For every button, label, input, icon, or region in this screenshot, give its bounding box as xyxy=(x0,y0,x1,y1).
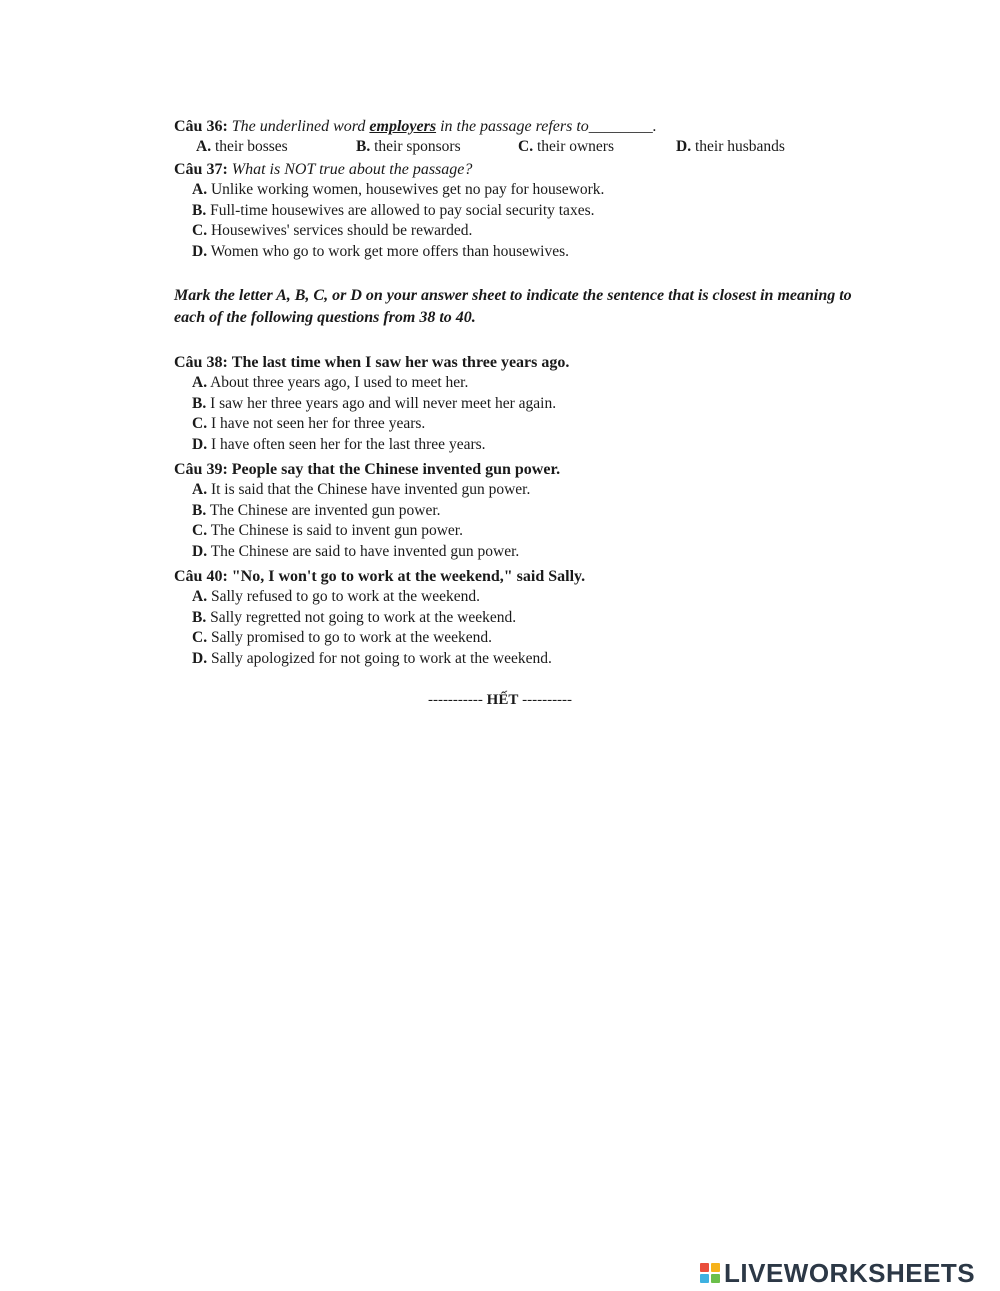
question-label: Câu 38: xyxy=(174,354,228,371)
question-stem: What is NOT true about the passage? xyxy=(231,161,473,178)
instruction-line-2: each of the following questions from 38 to 40. xyxy=(174,309,476,326)
question-36-title xyxy=(174,116,864,137)
end-marker: ----------- HẾT ---------- xyxy=(427,692,573,708)
option-b: B. their sponsors xyxy=(356,138,461,155)
question-38 xyxy=(174,352,864,455)
question-label: Câu 40: xyxy=(174,568,228,585)
option-b: B. Full-time housewives are allowed to pay social security taxes. xyxy=(192,201,595,219)
logo-mark-icon xyxy=(700,1263,720,1283)
option-b: B. I saw her three years ago and will never meet her again. xyxy=(192,394,557,412)
logo-square-icon xyxy=(711,1263,720,1272)
section-instruction xyxy=(174,285,864,329)
option-a: A. Unlike working women, housewives get no pay for housework. xyxy=(192,181,605,198)
option-a: A. Sally refused to go to work at the weekend. xyxy=(192,588,480,605)
question-36-options xyxy=(174,137,864,158)
option-d: D. Women who go to work get more offers than housewives. xyxy=(192,242,570,260)
question-36 xyxy=(174,116,864,158)
question-39-title xyxy=(174,459,864,480)
option-c: C. Sally promised to go to work at the weekend. xyxy=(192,629,493,646)
question-38-title xyxy=(174,352,864,373)
question-stem: The last time when I saw her was three years ago. xyxy=(231,354,570,371)
question-label: Câu 37: xyxy=(174,161,228,178)
question-37-title xyxy=(174,159,864,180)
question-stem: "No, I won't go to work at the weekend," said Sally. xyxy=(231,568,586,585)
question-39 xyxy=(174,459,864,562)
option-d: D. I have often seen her for the last three years. xyxy=(192,435,486,453)
logo-square-icon xyxy=(700,1274,709,1283)
option-a: A. About three years ago, I used to meet her. xyxy=(192,374,469,391)
option-d: D. The Chinese are said to have invented gun power. xyxy=(192,542,520,560)
option-d: D. Sally apologized for not going to work at the weekend. xyxy=(192,649,552,667)
liveworksheets-logo xyxy=(700,1258,975,1288)
option-d: D. their husbands xyxy=(676,138,785,155)
question-40-title xyxy=(174,566,864,587)
end-word: HẾT xyxy=(486,692,519,708)
question-label: Câu 39: xyxy=(174,461,228,478)
option-a: A. their bosses xyxy=(196,138,288,155)
logo-text: LIVEWORKSHEETS xyxy=(724,1257,976,1288)
option-c: C. their owners xyxy=(518,138,614,155)
logo-square-icon xyxy=(700,1263,709,1272)
underlined-word: employers xyxy=(369,118,437,135)
question-40 xyxy=(174,566,864,669)
option-a: A. It is said that the Chinese have invented gun power. xyxy=(192,481,531,498)
instruction-line-1: Mark the letter A, B, C, or D on your answer sheet to indicate the sentence that is closest in meaning to xyxy=(174,287,852,304)
option-b: B. Sally regretted not going to work at the weekend. xyxy=(192,608,517,626)
question-label: Câu 36: xyxy=(174,118,228,135)
option-c: C. I have not seen her for three years. xyxy=(192,415,426,432)
option-b: B. The Chinese are invented gun power. xyxy=(192,501,441,519)
logo-square-icon xyxy=(711,1274,720,1283)
option-c: C. The Chinese is said to invent gun power. xyxy=(192,522,463,539)
question-stem-end: in the passage refers to________. xyxy=(440,118,657,135)
option-c: C. Housewives' services should be rewarded. xyxy=(192,222,473,239)
question-stem: The underlined word xyxy=(231,118,366,135)
question-stem: People say that the Chinese invented gun power. xyxy=(231,461,561,478)
question-37 xyxy=(174,159,864,262)
